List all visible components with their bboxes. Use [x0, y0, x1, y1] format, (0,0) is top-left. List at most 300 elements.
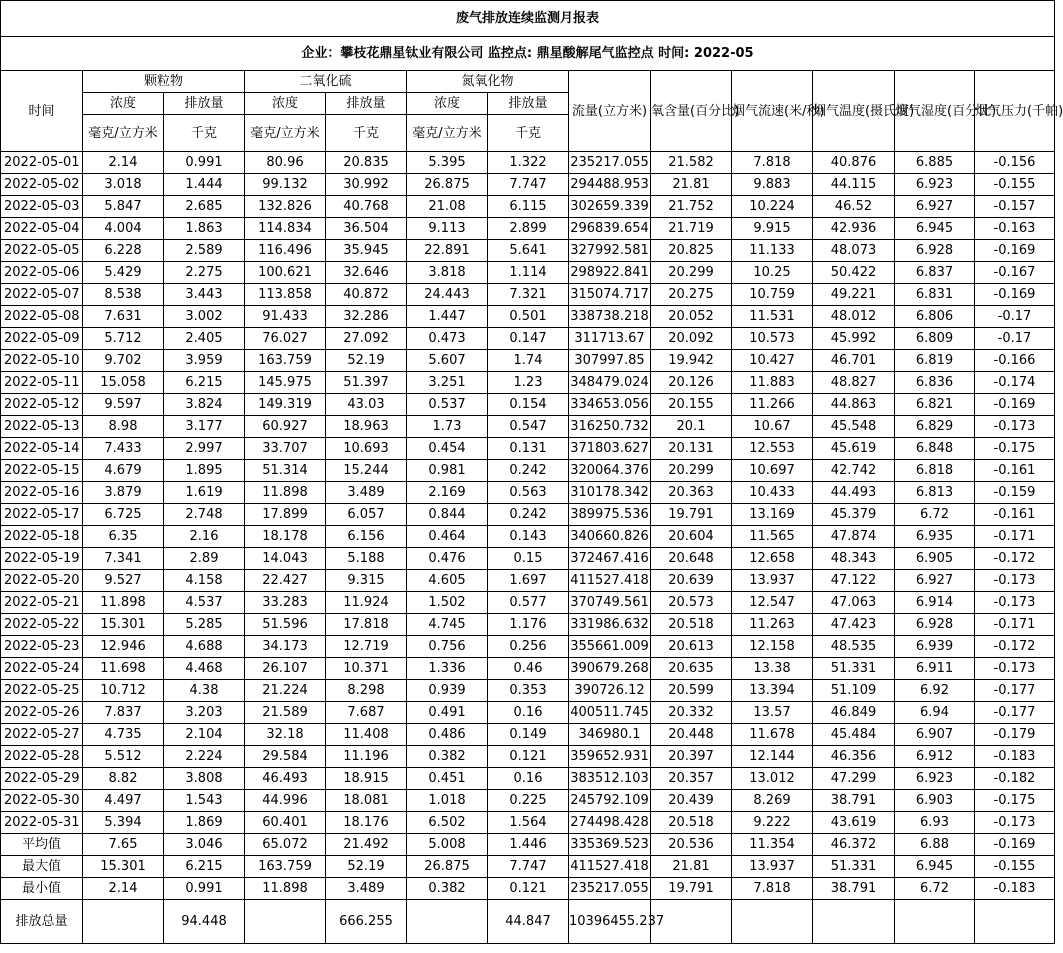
table-cell: 0.537: [407, 394, 488, 416]
table-cell: 20.518: [651, 614, 732, 636]
table-cell: 44.493: [813, 482, 895, 504]
table-row: [1, 460, 1055, 482]
table-cell: 1.114: [488, 262, 569, 284]
table-cell: 2.275: [164, 262, 245, 284]
table-cell: 20.357: [651, 768, 732, 790]
table-cell: 335369.523: [569, 834, 651, 856]
table-cell: 6.923: [895, 174, 975, 196]
table-cell: -0.161: [975, 504, 1055, 526]
table-cell: 18.915: [326, 768, 407, 790]
table-cell: 6.809: [895, 328, 975, 350]
table-cell: 359652.931: [569, 746, 651, 768]
table-cell: 0.46: [488, 658, 569, 680]
table-cell: 20.397: [651, 746, 732, 768]
table-row: [1, 790, 1055, 812]
table-cell: 20.835: [326, 152, 407, 174]
table-cell: 2.169: [407, 482, 488, 504]
table-cell: 45.379: [813, 504, 895, 526]
table-row-label: 2022-05-27: [1, 724, 83, 746]
table-cell: 6.927: [895, 570, 975, 592]
table-cell: 1.446: [488, 834, 569, 856]
table-cell: 315074.717: [569, 284, 651, 306]
table-cell: 21.224: [245, 680, 326, 702]
table-cell: 0.242: [488, 504, 569, 526]
table-row: [1, 636, 1055, 658]
table-cell: -0.174: [975, 372, 1055, 394]
table-cell: 45.484: [813, 724, 895, 746]
report-info: 企业：攀枝花鼎星钛业有限公司 监控点: 鼎星酸解尾气监控点 时间: 2022-05: [1, 37, 1055, 71]
table-row-label: 2022-05-25: [1, 680, 83, 702]
table-cell: 3.959: [164, 350, 245, 372]
table-cell: -0.173: [975, 416, 1055, 438]
table-cell: 0.464: [407, 526, 488, 548]
table-cell: 3.251: [407, 372, 488, 394]
table-cell: 5.607: [407, 350, 488, 372]
table-cell: 20.299: [651, 460, 732, 482]
table-cell: -0.155: [975, 174, 1055, 196]
table-cell: 11.883: [732, 372, 813, 394]
table-cell: 307997.85: [569, 350, 651, 372]
table-cell: 348479.024: [569, 372, 651, 394]
table-cell: 11.698: [83, 658, 164, 680]
table-cell: 43.03: [326, 394, 407, 416]
table-cell: 12.553: [732, 438, 813, 460]
table-cell: 6.927: [895, 196, 975, 218]
table-cell: 389975.536: [569, 504, 651, 526]
total-pm-emission: 94.448: [164, 900, 245, 944]
cell: [975, 900, 1055, 944]
table-cell: 18.963: [326, 416, 407, 438]
table-cell: 12.158: [732, 636, 813, 658]
table-row-label: 2022-05-28: [1, 746, 83, 768]
table-cell: 42.936: [813, 218, 895, 240]
table-cell: 11.678: [732, 724, 813, 746]
table-cell: 4.679: [83, 460, 164, 482]
table-cell: 20.448: [651, 724, 732, 746]
table-cell: -0.173: [975, 812, 1055, 834]
table-cell: 132.826: [245, 196, 326, 218]
table-cell: 18.176: [326, 812, 407, 834]
table-cell: 20.275: [651, 284, 732, 306]
table-cell: 6.72: [895, 504, 975, 526]
table-cell: 60.927: [245, 416, 326, 438]
table-cell: 47.122: [813, 570, 895, 592]
table-cell: 10.712: [83, 680, 164, 702]
table-cell: -0.17: [975, 328, 1055, 350]
table-cell: 60.401: [245, 812, 326, 834]
table-cell: 6.912: [895, 746, 975, 768]
table-cell: 4.688: [164, 636, 245, 658]
table-cell: 11.266: [732, 394, 813, 416]
header-pressure: 烟气压力(千帕): [975, 71, 1055, 152]
table-cell: 21.752: [651, 196, 732, 218]
table-row-label: 2022-05-16: [1, 482, 83, 504]
table-cell: 6.813: [895, 482, 975, 504]
table-cell: 10.759: [732, 284, 813, 306]
table-row-label: 2022-05-18: [1, 526, 83, 548]
table-cell: 10.433: [732, 482, 813, 504]
table-cell: 20.613: [651, 636, 732, 658]
table-cell: 6.923: [895, 768, 975, 790]
table-cell: 6.35: [83, 526, 164, 548]
table-cell: 8.98: [83, 416, 164, 438]
table-row-label: 2022-05-11: [1, 372, 83, 394]
table-cell: 6.72: [895, 878, 975, 900]
table-cell: 10.25: [732, 262, 813, 284]
table-cell: 2.405: [164, 328, 245, 350]
table-cell: -0.183: [975, 746, 1055, 768]
table-cell: 36.504: [326, 218, 407, 240]
table-row: [1, 658, 1055, 680]
table-cell: 1.895: [164, 460, 245, 482]
table-cell: 30.992: [326, 174, 407, 196]
total-so2-emission: 666.255: [326, 900, 407, 944]
table-cell: 44.996: [245, 790, 326, 812]
header-humidity: 烟气湿度(百分比): [895, 71, 975, 152]
table-cell: 0.256: [488, 636, 569, 658]
table-cell: 29.584: [245, 746, 326, 768]
table-row-label: 2022-05-31: [1, 812, 83, 834]
table-cell: 47.063: [813, 592, 895, 614]
table-cell: 346980.1: [569, 724, 651, 746]
table-cell: 76.027: [245, 328, 326, 350]
table-cell: 1.23: [488, 372, 569, 394]
table-row-label: 2022-05-15: [1, 460, 83, 482]
table-cell: 27.092: [326, 328, 407, 350]
table-cell: 1.697: [488, 570, 569, 592]
table-cell: 6.057: [326, 504, 407, 526]
table-cell: -0.172: [975, 548, 1055, 570]
table-cell: 316250.732: [569, 416, 651, 438]
table-cell: 10.371: [326, 658, 407, 680]
table-cell: 383512.103: [569, 768, 651, 790]
header-nox-emission: 排放量: [488, 93, 569, 115]
table-cell: 6.836: [895, 372, 975, 394]
table-row: [1, 438, 1055, 460]
table-cell: 26.107: [245, 658, 326, 680]
table-cell: 0.16: [488, 702, 569, 724]
table-cell: 0.563: [488, 482, 569, 504]
table-cell: 13.169: [732, 504, 813, 526]
table-cell: 44.115: [813, 174, 895, 196]
table-cell: 9.915: [732, 218, 813, 240]
table-cell: 49.221: [813, 284, 895, 306]
header-oxygen: 氧含量(百分比): [651, 71, 732, 152]
table-cell: 355661.009: [569, 636, 651, 658]
header-so2-emission: 排放量: [326, 93, 407, 115]
table-row-label: 2022-05-22: [1, 614, 83, 636]
table-cell: -0.173: [975, 592, 1055, 614]
table-cell: 2.104: [164, 724, 245, 746]
table-cell: 390726.12: [569, 680, 651, 702]
table-cell: 47.299: [813, 768, 895, 790]
table-cell: 5.712: [83, 328, 164, 350]
header-velocity: 烟气流速(米/秒): [732, 71, 813, 152]
cell: [83, 900, 164, 944]
table-cell: 10.573: [732, 328, 813, 350]
table-cell: 20.439: [651, 790, 732, 812]
table-cell: 7.818: [732, 152, 813, 174]
table-cell: 2.16: [164, 526, 245, 548]
table-cell: 0.15: [488, 548, 569, 570]
table-cell: 1.73: [407, 416, 488, 438]
table-cell: 327992.581: [569, 240, 651, 262]
table-cell: 48.073: [813, 240, 895, 262]
table-cell: 8.82: [83, 768, 164, 790]
table-cell: -0.163: [975, 218, 1055, 240]
table-cell: -0.17: [975, 306, 1055, 328]
cell: [732, 900, 813, 944]
table-row: [1, 174, 1055, 196]
table-cell: 21.589: [245, 702, 326, 724]
table-cell: 33.283: [245, 592, 326, 614]
table-cell: 0.382: [407, 878, 488, 900]
table-cell: 7.687: [326, 702, 407, 724]
table-cell: 3.018: [83, 174, 164, 196]
unit-nox-emission: 千克: [488, 115, 569, 152]
cell: [813, 900, 895, 944]
table-cell: 7.747: [488, 856, 569, 878]
table-row: [1, 504, 1055, 526]
table-cell: 5.641: [488, 240, 569, 262]
table-cell: 11.531: [732, 306, 813, 328]
table-cell: 15.244: [326, 460, 407, 482]
table-cell: 296839.654: [569, 218, 651, 240]
table-cell: 21.81: [651, 856, 732, 878]
table-cell: 13.394: [732, 680, 813, 702]
table-cell: 11.898: [83, 592, 164, 614]
table-cell: 20.052: [651, 306, 732, 328]
table-cell: 0.16: [488, 768, 569, 790]
table-cell: 7.433: [83, 438, 164, 460]
table-cell: 11.263: [732, 614, 813, 636]
table-row-label: 2022-05-08: [1, 306, 83, 328]
table-cell: 6.502: [407, 812, 488, 834]
table-cell: 10.427: [732, 350, 813, 372]
table-cell: 6.914: [895, 592, 975, 614]
table-cell: 3.879: [83, 482, 164, 504]
report-title: 废气排放连续监测月报表: [1, 1, 1055, 37]
table-cell: 0.353: [488, 680, 569, 702]
table-cell: 0.382: [407, 746, 488, 768]
summary-row: [1, 878, 1055, 900]
summary-rows: [1, 834, 1055, 900]
table-cell: -0.159: [975, 482, 1055, 504]
table-cell: 44.863: [813, 394, 895, 416]
table-cell: 163.759: [245, 350, 326, 372]
table-cell: 14.043: [245, 548, 326, 570]
table-cell: 42.742: [813, 460, 895, 482]
table-cell: 1.322: [488, 152, 569, 174]
table-cell: 20.604: [651, 526, 732, 548]
table-cell: 0.981: [407, 460, 488, 482]
table-cell: 20.332: [651, 702, 732, 724]
table-cell: 4.468: [164, 658, 245, 680]
table-cell: -0.177: [975, 702, 1055, 724]
table-row: [1, 812, 1055, 834]
table-cell: 20.648: [651, 548, 732, 570]
table-row-label: 2022-05-05: [1, 240, 83, 262]
table-row-label: 2022-05-06: [1, 262, 83, 284]
table-cell: 1.444: [164, 174, 245, 196]
table-cell: 149.319: [245, 394, 326, 416]
table-cell: 1.336: [407, 658, 488, 680]
table-cell: 6.88: [895, 834, 975, 856]
table-cell: 390679.268: [569, 658, 651, 680]
table-cell: 20.092: [651, 328, 732, 350]
table-cell: 6.829: [895, 416, 975, 438]
table-cell: 5.394: [83, 812, 164, 834]
table-row: [1, 768, 1055, 790]
table-cell: 6.806: [895, 306, 975, 328]
table-cell: 0.547: [488, 416, 569, 438]
table-row-label: 2022-05-04: [1, 218, 83, 240]
table-cell: 0.242: [488, 460, 569, 482]
table-cell: -0.175: [975, 438, 1055, 460]
table-cell: 8.269: [732, 790, 813, 812]
table-cell: 2.685: [164, 196, 245, 218]
table-row: [1, 284, 1055, 306]
table-cell: 4.004: [83, 218, 164, 240]
table-row-label: 2022-05-03: [1, 196, 83, 218]
table-row: [1, 152, 1055, 174]
table-cell: 0.577: [488, 592, 569, 614]
table-cell: 12.547: [732, 592, 813, 614]
table-cell: 8.538: [83, 284, 164, 306]
table-cell: 40.876: [813, 152, 895, 174]
table-cell: 10.693: [326, 438, 407, 460]
table-cell: 40.768: [326, 196, 407, 218]
table-cell: 6.215: [164, 372, 245, 394]
table-cell: 163.759: [245, 856, 326, 878]
table-cell: 24.443: [407, 284, 488, 306]
table-cell: 7.65: [83, 834, 164, 856]
table-cell: 11.898: [245, 482, 326, 504]
table-cell: -0.167: [975, 262, 1055, 284]
table-cell: -0.157: [975, 196, 1055, 218]
table-row: [1, 262, 1055, 284]
table-cell: 13.57: [732, 702, 813, 724]
table-cell: 6.725: [83, 504, 164, 526]
table-cell: 0.149: [488, 724, 569, 746]
table-cell: 6.939: [895, 636, 975, 658]
table-cell: 43.619: [813, 812, 895, 834]
header-nox: 氮氧化物: [407, 71, 569, 93]
table-cell: 235217.055: [569, 152, 651, 174]
table-cell: 1.447: [407, 306, 488, 328]
table-cell: 46.356: [813, 746, 895, 768]
table-cell: 46.701: [813, 350, 895, 372]
table-cell: 3.489: [326, 878, 407, 900]
table-cell: 1.543: [164, 790, 245, 812]
table-row: [1, 680, 1055, 702]
table-cell: 35.945: [326, 240, 407, 262]
table-cell: 2.748: [164, 504, 245, 526]
table-cell: 48.343: [813, 548, 895, 570]
table-row-label: 2022-05-17: [1, 504, 83, 526]
table-cell: 6.821: [895, 394, 975, 416]
table-cell: 20.518: [651, 812, 732, 834]
header-pm-emission: 排放量: [164, 93, 245, 115]
table-cell: 145.975: [245, 372, 326, 394]
table-row-label: 2022-05-30: [1, 790, 83, 812]
total-label: 排放总量: [1, 900, 83, 944]
table-cell: 3.203: [164, 702, 245, 724]
cell: [245, 900, 326, 944]
summary-row-label: 平均值: [1, 834, 83, 856]
table-cell: 91.433: [245, 306, 326, 328]
table-cell: 20.1: [651, 416, 732, 438]
table-row: [1, 570, 1055, 592]
unit-nox-concentration: 毫克/立方米: [407, 115, 488, 152]
table-cell: 0.991: [164, 152, 245, 174]
table-cell: 6.905: [895, 548, 975, 570]
table-cell: 45.992: [813, 328, 895, 350]
summary-row: [1, 834, 1055, 856]
table-cell: -0.182: [975, 768, 1055, 790]
table-cell: 20.635: [651, 658, 732, 680]
table-cell: 235217.055: [569, 878, 651, 900]
table-row: [1, 548, 1055, 570]
table-cell: 65.072: [245, 834, 326, 856]
table-row: [1, 416, 1055, 438]
header-nox-concentration: 浓度: [407, 93, 488, 115]
table-cell: 411527.418: [569, 570, 651, 592]
table-row: [1, 746, 1055, 768]
table-cell: 19.942: [651, 350, 732, 372]
table-cell: 0.131: [488, 438, 569, 460]
table-cell: 26.875: [407, 174, 488, 196]
table-cell: 3.489: [326, 482, 407, 504]
table-cell: 294488.953: [569, 174, 651, 196]
table-cell: 38.791: [813, 790, 895, 812]
table-cell: 46.849: [813, 702, 895, 724]
table-cell: 34.173: [245, 636, 326, 658]
table-row: [1, 394, 1055, 416]
table-cell: 2.589: [164, 240, 245, 262]
table-cell: 6.94: [895, 702, 975, 724]
table-cell: 0.756: [407, 636, 488, 658]
table-row-label: 2022-05-01: [1, 152, 83, 174]
table-row-label: 2022-05-23: [1, 636, 83, 658]
table-cell: 4.38: [164, 680, 245, 702]
table-cell: 13.937: [732, 856, 813, 878]
table-cell: 13.012: [732, 768, 813, 790]
table-cell: 3.818: [407, 262, 488, 284]
table-cell: 6.928: [895, 614, 975, 636]
table-cell: 20.825: [651, 240, 732, 262]
table-cell: 1.74: [488, 350, 569, 372]
table-cell: 400511.745: [569, 702, 651, 724]
table-row-label: 2022-05-21: [1, 592, 83, 614]
table-cell: 4.745: [407, 614, 488, 636]
table-cell: 2.89: [164, 548, 245, 570]
table-cell: 4.497: [83, 790, 164, 812]
table-cell: 5.188: [326, 548, 407, 570]
table-cell: 0.476: [407, 548, 488, 570]
table-cell: 7.631: [83, 306, 164, 328]
table-cell: 6.903: [895, 790, 975, 812]
table-cell: 372467.416: [569, 548, 651, 570]
table-cell: 6.818: [895, 460, 975, 482]
table-row: [1, 218, 1055, 240]
table-cell: 5.285: [164, 614, 245, 636]
table-cell: -0.155: [975, 856, 1055, 878]
table-cell: 20.639: [651, 570, 732, 592]
table-cell: 21.582: [651, 152, 732, 174]
table-cell: 51.109: [813, 680, 895, 702]
table-cell: 22.891: [407, 240, 488, 262]
